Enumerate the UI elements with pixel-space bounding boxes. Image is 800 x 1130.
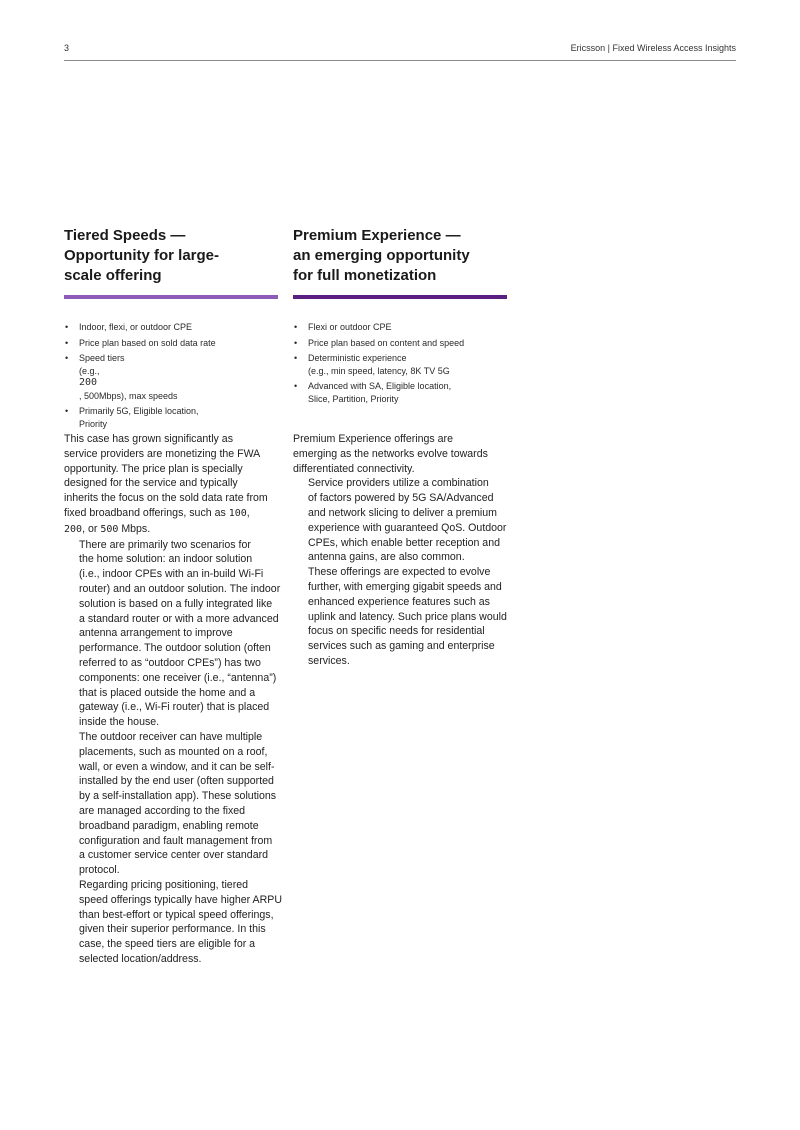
paragraph [293, 476, 507, 565]
text-line: focus on specific needs for residential [308, 625, 485, 638]
tiered-speeds-heading [64, 226, 278, 289]
text-line: broadband paradigm, enabling remote [79, 819, 259, 832]
text-line: Service providers utilize a combination [308, 477, 489, 490]
text-line: placements, such as mounted on a roof, [79, 745, 268, 758]
text-line: gateway (i.e., Wi-Fi router) that is placed [79, 701, 270, 714]
text-line: This case has grown significantly as [64, 433, 233, 445]
text-line: There are primarily two scenarios for [79, 538, 251, 551]
text-line: wall, or even a window, and it can be self- [79, 760, 275, 773]
text-line: referred to as “outdoor CPEs”) has two [79, 656, 261, 669]
heading-line: Premium Experience — [293, 227, 461, 244]
text-line: antenna arrangement to improve [79, 627, 233, 640]
text-line: and network slicing to deliver a premium [308, 506, 498, 519]
text-line: than best-effort or typical speed offerings, [79, 908, 274, 921]
text-line: that is placed outside the home and a [79, 686, 256, 699]
bullet-item [64, 352, 278, 402]
bullet-item [293, 352, 507, 377]
text-line: experience with guaranteed QoS. Outdoor [308, 521, 507, 534]
text-line: speed offerings typically have higher ARPU [79, 893, 282, 906]
premium-experience-section [293, 226, 507, 408]
paragraph [64, 538, 281, 730]
text-line: 200, or 500 Mbps. [64, 522, 151, 535]
text-line: differentiated connectivity. [293, 462, 415, 475]
premium-experience-heading [293, 226, 507, 289]
text-line: given their superior performance. In this [79, 923, 266, 936]
premium-accent-bar [293, 295, 507, 299]
heading-line: an emerging opportunity [293, 247, 470, 264]
text-line: services. [308, 654, 350, 667]
text-line: are managed according to the fixed [79, 804, 246, 817]
text-line: services such as gaming and enterprise [308, 640, 495, 653]
tiered-accent-bar [64, 295, 278, 299]
bullet-line: (e.g., min speed, latency, 8K TV 5G [308, 365, 450, 376]
text-line: installed by the end user (often supported [79, 775, 274, 788]
paragraph [64, 730, 278, 878]
text-line: inherits the focus on the sold data rate from [64, 492, 268, 505]
text-line: antenna gains, are also common. [308, 551, 465, 564]
bullet-item [64, 405, 278, 430]
text-line: solution is based on a fully integrated like [79, 597, 273, 610]
text-line: configuration and fault management from [79, 834, 273, 847]
header-divider [64, 60, 736, 61]
text-line: emerging as the networks evolve towards [293, 447, 488, 460]
text-line: opportunity. The price plan is specially [64, 462, 243, 475]
running-header: Ericsson | Fixed Wireless Access Insights [570, 43, 736, 53]
text-line: protocol. [79, 864, 120, 877]
text-line: CPEs, which enable better reception and [308, 536, 500, 549]
text-line: selected location/address. [79, 952, 202, 965]
text-line: Premium Experience offerings are [293, 433, 453, 445]
bullet-line: • Flexi or outdoor CPE [308, 322, 392, 332]
paragraph [293, 565, 507, 669]
paragraph [64, 878, 282, 967]
text-line: fixed broadband offerings, such as 100, [64, 506, 250, 519]
premium-body-text [293, 432, 507, 669]
text-line: components: one receiver (i.e., “antenna”) [79, 671, 277, 684]
tiered-speeds-section [64, 226, 278, 433]
bullet-line: • Price plan based on content and speed [308, 337, 465, 348]
bullet-item [293, 321, 507, 334]
text-line: a standard router or with a more advanced [79, 612, 279, 625]
text-line: uplink and latency. Such price plans would [308, 610, 507, 623]
bullet-line: • Deterministic experience [308, 353, 407, 363]
paragraph [293, 432, 507, 476]
text-line: the home solution: an indoor solution [79, 553, 253, 566]
bullet-line: • Price plan based on sold data rate [79, 337, 216, 348]
bullet-item [293, 337, 507, 350]
text-line: enhanced experience features such as [308, 595, 490, 608]
bullet-item [293, 380, 507, 405]
text-line: of factors powered by 5G SA/Advanced [308, 492, 494, 505]
bullet-item [64, 337, 278, 350]
heading-line: Tiered Speeds — [64, 227, 186, 244]
bullet-item [64, 321, 278, 334]
heading-line: Opportunity for large- [64, 247, 219, 264]
bullet-line: Priority [79, 418, 108, 429]
heading-line: for full monetization [293, 267, 437, 284]
text-line: router) and an outdoor solution. The indoor [79, 582, 281, 595]
text-line: a customer service center over standard [79, 849, 269, 862]
text-line: (i.e., indoor CPEs with an in-build Wi-Fi [79, 568, 264, 581]
tiered-body-text [64, 432, 282, 967]
text-line: inside the house. [79, 716, 160, 729]
tiered-bullet-list [64, 321, 278, 430]
text-line: case, the speed tiers are eligible for a [79, 938, 256, 951]
bullet-line: • Indoor, flexi, or outdoor CPE [79, 322, 193, 332]
text-line: The outdoor receiver can have multiple [79, 730, 263, 743]
text-line: performance. The outdoor solution (often [79, 642, 271, 655]
text-line: Regarding pricing positioning, tiered [79, 878, 249, 891]
text-line: by a self-installation app). These solutions [79, 790, 277, 803]
text-line: further, with emerging gigabit speeds and [308, 580, 502, 593]
premium-bullet-list [293, 321, 507, 405]
bullet-line: Slice, Partition, Priority [308, 393, 399, 404]
bullet-line: (e.g., 200 , 500Mbps), max speeds [79, 365, 178, 401]
text-line: designed for the service and typically [64, 477, 238, 490]
bullet-line: • Advanced with SA, Eligible location, [308, 381, 452, 391]
heading-line: scale offering [64, 267, 162, 284]
text-line: These offerings are expected to evolve [308, 566, 491, 579]
bullet-line: • Primarily 5G, Eligible location, [79, 406, 199, 416]
page-number: 3 [64, 43, 70, 53]
bullet-line: • Speed tiers [79, 353, 125, 363]
text-line: service providers are monetizing the FWA [64, 447, 261, 460]
paragraph [64, 432, 278, 538]
